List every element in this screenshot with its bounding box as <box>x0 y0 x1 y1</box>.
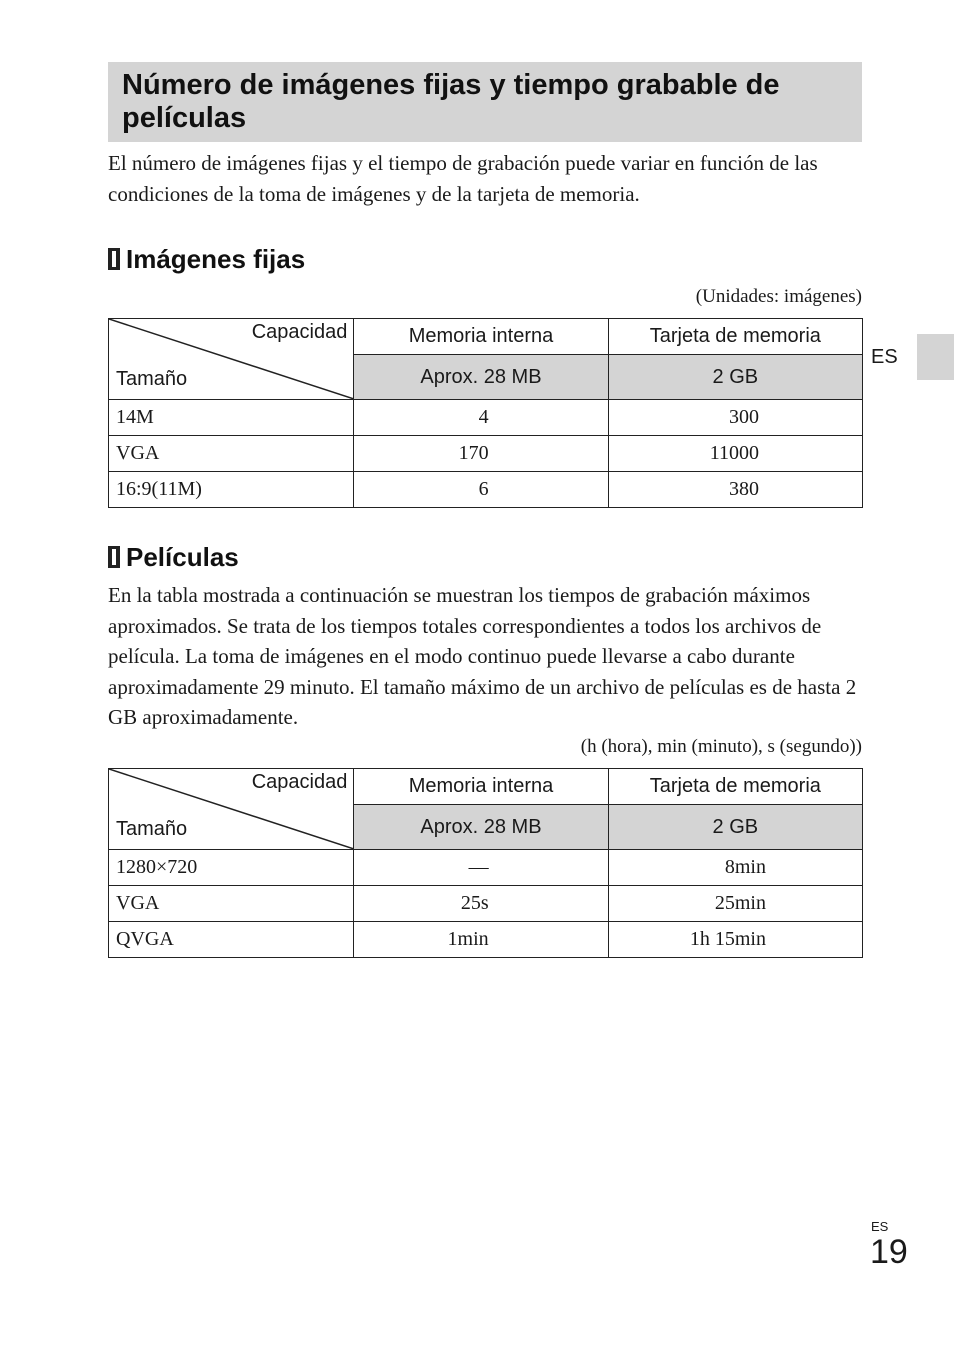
table-row <box>109 472 863 508</box>
table-header-row <box>109 319 863 355</box>
col-subheader-card: 2 GB <box>608 805 862 850</box>
col-header-card: Tarjeta de memoria <box>608 319 862 355</box>
units-note: (h (hora), min (minuto), s (segundo)) <box>580 736 862 757</box>
section-marker-icon <box>108 546 120 568</box>
corner-capacity-label: Capacidad <box>251 771 348 793</box>
cell-size: QVGA <box>109 922 354 958</box>
section-heading-text: Imágenes fijas <box>126 244 306 274</box>
table-header-row <box>109 769 863 805</box>
cell-internal: 25s <box>354 886 608 922</box>
table-row <box>109 886 863 922</box>
footer-language: ES <box>871 1219 889 1234</box>
table-row <box>109 850 863 886</box>
corner-size-label: Tamaño <box>116 818 188 840</box>
cell-internal: 6 <box>354 472 608 508</box>
cell-card: 25min <box>608 886 862 922</box>
cell-size: VGA <box>109 436 354 472</box>
cell-card: 11000 <box>608 436 862 472</box>
cell-internal: 1min <box>354 922 608 958</box>
cell-size: 16:9(11M) <box>109 472 354 508</box>
cell-card: 300 <box>608 400 862 436</box>
corner-capacity-label: Capacidad <box>251 321 348 343</box>
corner-cell <box>109 769 354 850</box>
corner-size-label: Tamaño <box>116 368 188 390</box>
section-heading-still-images <box>108 244 305 274</box>
intro-paragraph: El número de imágenes fijas y el tiempo de grabación puede variar en función de las condiciones de la toma de imágenes y de la tarjeta de memoria. <box>108 151 818 206</box>
table-row <box>109 400 863 436</box>
col-header-internal: Memoria interna <box>354 319 608 355</box>
units-note: (Unidades: imágenes) <box>695 286 862 307</box>
cell-size: VGA <box>109 886 354 922</box>
cell-size: 1280×720 <box>109 850 354 886</box>
cell-size: 14M <box>109 400 354 436</box>
cell-card: 1h 15min <box>608 922 862 958</box>
corner-cell <box>109 319 354 400</box>
section-marker-icon <box>108 248 120 270</box>
col-subheader-internal: Aprox. 28 MB <box>354 355 608 400</box>
page-title: Número de imágenes fijas y tiempo grabable de películas <box>122 69 780 134</box>
col-subheader-internal: Aprox. 28 MB <box>354 805 608 850</box>
col-header-internal: Memoria interna <box>354 769 608 805</box>
col-header-card: Tarjeta de memoria <box>608 769 862 805</box>
language-side-label: ES <box>871 346 898 368</box>
cell-card: 8min <box>608 850 862 886</box>
title-banner <box>108 62 862 142</box>
language-side-tab <box>917 334 954 380</box>
section-heading-movies <box>108 542 239 572</box>
movies-paragraph: En la tabla mostrada a continuación se muestran los tiempos de grabación máximos aproximados. Se trata de los tiempos totales correspondientes a todos los archivos de película. La toma de imágenes en el modo continuo puede llevarse a cabo durante aproximadamente 29 minuto. El tamaño máximo de un archivo de películas es de hasta 2 GB aproximadamente. <box>108 583 857 729</box>
still-images-table <box>108 318 863 508</box>
cell-internal: 170 <box>354 436 608 472</box>
movies-table <box>108 768 863 958</box>
col-subheader-card: 2 GB <box>608 355 862 400</box>
cell-card: 380 <box>608 472 862 508</box>
cell-internal: 4 <box>354 400 608 436</box>
page-number: 19 <box>870 1233 908 1271</box>
cell-internal: — <box>354 850 608 886</box>
table-row <box>109 436 863 472</box>
section-heading-text: Películas <box>126 542 239 572</box>
table-row <box>109 922 863 958</box>
